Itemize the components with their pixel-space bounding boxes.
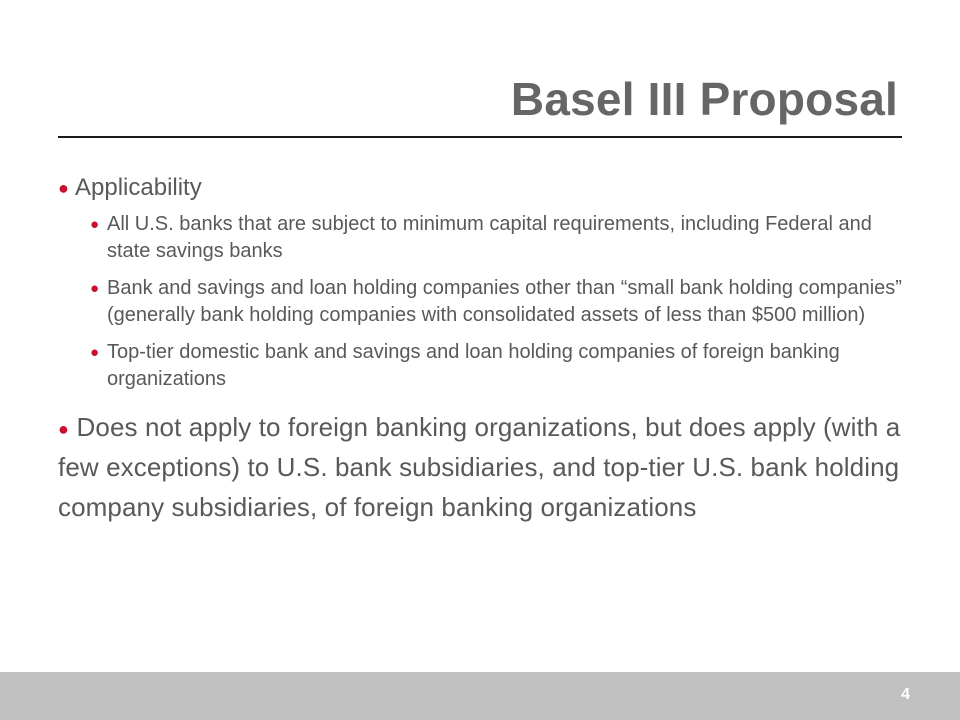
bullet-dot-icon: ● bbox=[90, 344, 100, 361]
sub-bullet-text: Bank and savings and loan holding companies other than “small bank holding companies” (generally bank holding companies with consolidated assets of less than $500 million) bbox=[107, 277, 902, 326]
bullet-applicability bbox=[58, 172, 908, 203]
bullet-text: Does not apply to foreign banking organizations, but does apply (with a few exceptions) to U.S. bank subsidiaries, and top-tier U.S. bank holding company subsidiaries, of foreign banking organizations bbox=[58, 412, 901, 522]
sub-bullet-text: Top-tier domestic bank and savings and loan holding companies of foreign banking organizations bbox=[107, 341, 840, 390]
page-number: 4 bbox=[901, 686, 910, 703]
bullet-dot-icon: ● bbox=[90, 216, 100, 233]
title-divider bbox=[58, 136, 902, 138]
bullet-text: Applicability bbox=[75, 174, 202, 201]
bullet-dot-icon: ● bbox=[90, 280, 100, 297]
bullet-does-not-apply bbox=[58, 407, 908, 527]
bullet-dot-icon: ● bbox=[58, 419, 69, 439]
footer-bar bbox=[0, 672, 960, 720]
slide-body bbox=[58, 172, 908, 527]
sub-bullet-top-tier bbox=[90, 339, 908, 393]
sub-bullet-us-banks bbox=[90, 211, 908, 265]
slide-title: Basel III Proposal bbox=[510, 73, 898, 125]
sub-bullet-text: All U.S. banks that are subject to minimum capital requirements, including Federal and state savings banks bbox=[107, 213, 872, 262]
sub-bullet-holding-companies bbox=[90, 275, 908, 329]
bullet-dot-icon: ● bbox=[58, 178, 69, 198]
